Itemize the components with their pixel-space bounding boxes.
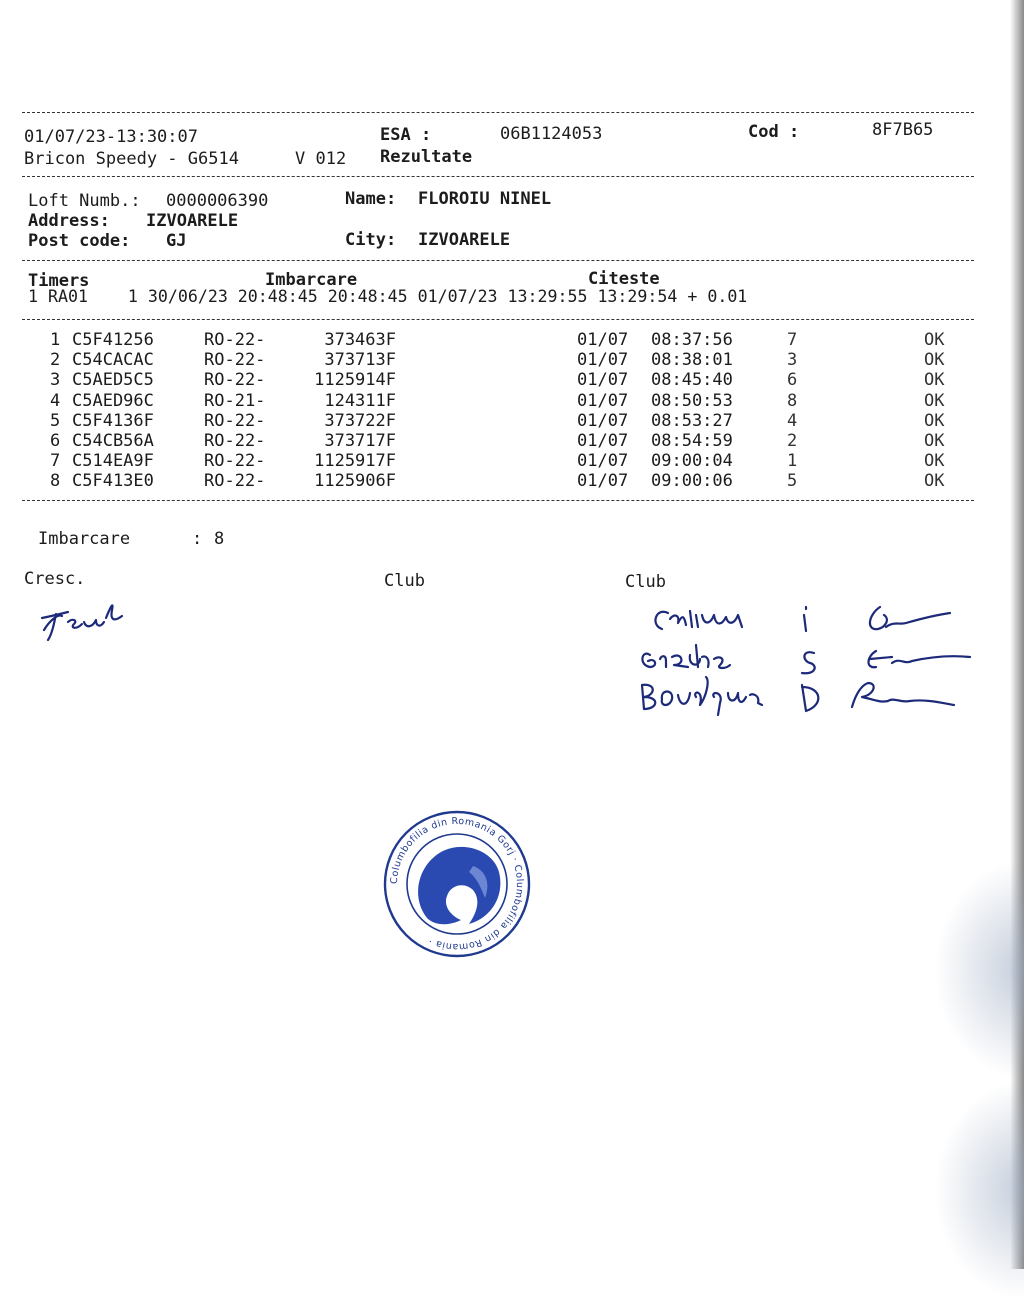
result-time: 08:53:27 bbox=[651, 410, 733, 431]
result-rank: 4 bbox=[787, 410, 798, 431]
club-signatures bbox=[630, 585, 980, 725]
result-status: OK bbox=[924, 370, 945, 391]
result-position: 7 bbox=[50, 451, 61, 472]
name-label: Name: bbox=[345, 189, 397, 209]
result-time: 08:37:56 bbox=[651, 330, 733, 350]
result-date: 01/07 bbox=[577, 330, 629, 350]
cod-label: Cod : bbox=[748, 122, 800, 142]
result-status: OK bbox=[924, 350, 945, 371]
result-position: 3 bbox=[50, 370, 61, 391]
result-position: 6 bbox=[50, 431, 61, 451]
result-position: 1 bbox=[50, 330, 61, 350]
print-datetime: 01/07/23-13:30:07 bbox=[24, 127, 198, 147]
result-ring-prefix: RO-22- bbox=[204, 471, 266, 492]
club-label-1: Club bbox=[384, 571, 425, 591]
result-position: 2 bbox=[50, 350, 61, 371]
imbarcare-header: Imbarcare bbox=[265, 270, 358, 290]
table-row bbox=[0, 330, 1024, 350]
result-rank: 8 bbox=[787, 390, 798, 411]
esa-value: 06B1124053 bbox=[500, 124, 603, 144]
citeste-header: Citeste bbox=[588, 269, 660, 289]
result-ring-number: 1125914F bbox=[314, 370, 396, 391]
result-ring-prefix: RO-22- bbox=[204, 330, 266, 350]
table-row bbox=[0, 370, 1024, 390]
loft-number: 0000006390 bbox=[166, 191, 269, 211]
result-status: OK bbox=[924, 390, 945, 411]
result-status: OK bbox=[924, 410, 945, 431]
imbarcare-total-label: Imbarcare bbox=[38, 529, 131, 549]
address-value: IZVOARELE bbox=[146, 211, 239, 231]
divider-top bbox=[22, 112, 974, 113]
result-chip-id: C5AED5C5 bbox=[72, 370, 154, 391]
result-ring-number: 1125917F bbox=[314, 451, 396, 472]
result-rank: 2 bbox=[787, 431, 798, 451]
result-rank: 6 bbox=[787, 370, 798, 391]
divider-timers bbox=[22, 319, 974, 320]
result-time: 08:45:40 bbox=[651, 370, 733, 391]
result-status: OK bbox=[924, 471, 945, 492]
result-date: 01/07 bbox=[577, 390, 629, 411]
address-label: Address: bbox=[28, 211, 110, 231]
breeder-signature bbox=[38, 590, 138, 650]
result-date: 01/07 bbox=[577, 451, 629, 472]
table-row bbox=[0, 411, 1024, 431]
table-row bbox=[0, 350, 1024, 370]
result-rank: 5 bbox=[787, 471, 798, 492]
timers-label: Timers bbox=[28, 271, 90, 291]
imbarcare-total-value: 8 bbox=[214, 529, 225, 549]
device-name: Bricon Speedy - G6514 bbox=[24, 149, 239, 169]
result-chip-id: C5F4136F bbox=[72, 410, 154, 431]
report-type: Rezultate bbox=[380, 147, 473, 167]
result-date: 01/07 bbox=[577, 431, 629, 451]
table-row bbox=[0, 471, 1024, 491]
svg-text:Columbofilia din Romania Gorj: Columbofilia din Romania Gorj · Columbofilia din Romania · bbox=[388, 815, 526, 953]
result-date: 01/07 bbox=[577, 471, 629, 492]
result-time: 08:38:01 bbox=[651, 350, 733, 371]
result-position: 8 bbox=[50, 471, 61, 492]
city-value: IZVOARELE bbox=[418, 230, 511, 250]
result-time: 08:50:53 bbox=[651, 390, 733, 411]
result-time: 09:00:06 bbox=[651, 471, 733, 492]
result-time: 08:54:59 bbox=[651, 431, 733, 451]
result-date: 01/07 bbox=[577, 350, 629, 371]
result-ring-number: 124311F bbox=[324, 390, 396, 411]
table-row bbox=[0, 391, 1024, 411]
result-chip-id: C54CB56A bbox=[72, 431, 154, 451]
result-ring-prefix: RO-22- bbox=[204, 451, 266, 472]
result-ring-number: 373713F bbox=[324, 350, 396, 371]
result-ring-prefix: RO-22- bbox=[204, 370, 266, 391]
table-row bbox=[0, 451, 1024, 471]
city-label: City: bbox=[345, 230, 397, 250]
loft-label: Loft Numb.: bbox=[28, 191, 141, 211]
result-ring-number: 1125906F bbox=[314, 471, 396, 492]
result-chip-id: C5AED96C bbox=[72, 390, 154, 411]
result-ring-number: 373717F bbox=[324, 431, 396, 451]
result-ring-number: 373463F bbox=[324, 330, 396, 350]
result-chip-id: C5F41256 bbox=[72, 330, 154, 350]
result-ring-prefix: RO-22- bbox=[204, 431, 266, 451]
result-rank: 3 bbox=[787, 350, 798, 371]
table-row bbox=[0, 431, 1024, 451]
cod-value: 8F7B65 bbox=[872, 120, 934, 140]
result-position: 5 bbox=[50, 410, 61, 431]
post-code-label: Post code: bbox=[28, 231, 131, 251]
imbarcare-total-sep: : bbox=[192, 529, 203, 549]
result-ring-prefix: RO-21- bbox=[204, 390, 266, 411]
divider-header bbox=[22, 176, 974, 177]
result-status: OK bbox=[924, 431, 945, 451]
result-position: 4 bbox=[50, 390, 61, 411]
result-time: 09:00:04 bbox=[651, 451, 733, 472]
result-ring-prefix: RO-22- bbox=[204, 410, 266, 431]
result-rank: 7 bbox=[787, 330, 798, 350]
result-status: OK bbox=[924, 451, 945, 472]
timer-line: 1 RA01 1 30/06/23 20:48:45 20:48:45 01/07/23 13:29:55 13:29:54 + 0.01 bbox=[28, 287, 748, 306]
result-date: 01/07 bbox=[577, 410, 629, 431]
result-chip-id: C54CACAC bbox=[72, 350, 154, 371]
club-seal-stamp bbox=[381, 808, 533, 960]
result-status: OK bbox=[924, 330, 945, 350]
scan-corner-shadow-lower bbox=[934, 1080, 1024, 1300]
divider-owner bbox=[22, 260, 974, 261]
esa-label: ESA : bbox=[380, 125, 432, 145]
result-ring-number: 373722F bbox=[324, 410, 396, 431]
result-chip-id: C514EA9F bbox=[72, 451, 154, 472]
result-ring-prefix: RO-22- bbox=[204, 350, 266, 371]
result-chip-id: C5F413E0 bbox=[72, 471, 154, 492]
scan-corner-shadow bbox=[934, 860, 1024, 1080]
club-label-2: Club bbox=[625, 572, 666, 592]
cresc-label: Cresc. bbox=[24, 569, 86, 589]
result-rank: 1 bbox=[787, 451, 798, 472]
divider-results bbox=[22, 500, 974, 501]
result-date: 01/07 bbox=[577, 370, 629, 391]
owner-name: FLOROIU NINEL bbox=[418, 189, 552, 209]
device-version: V 012 bbox=[295, 149, 347, 169]
post-code-value: GJ bbox=[166, 231, 187, 251]
